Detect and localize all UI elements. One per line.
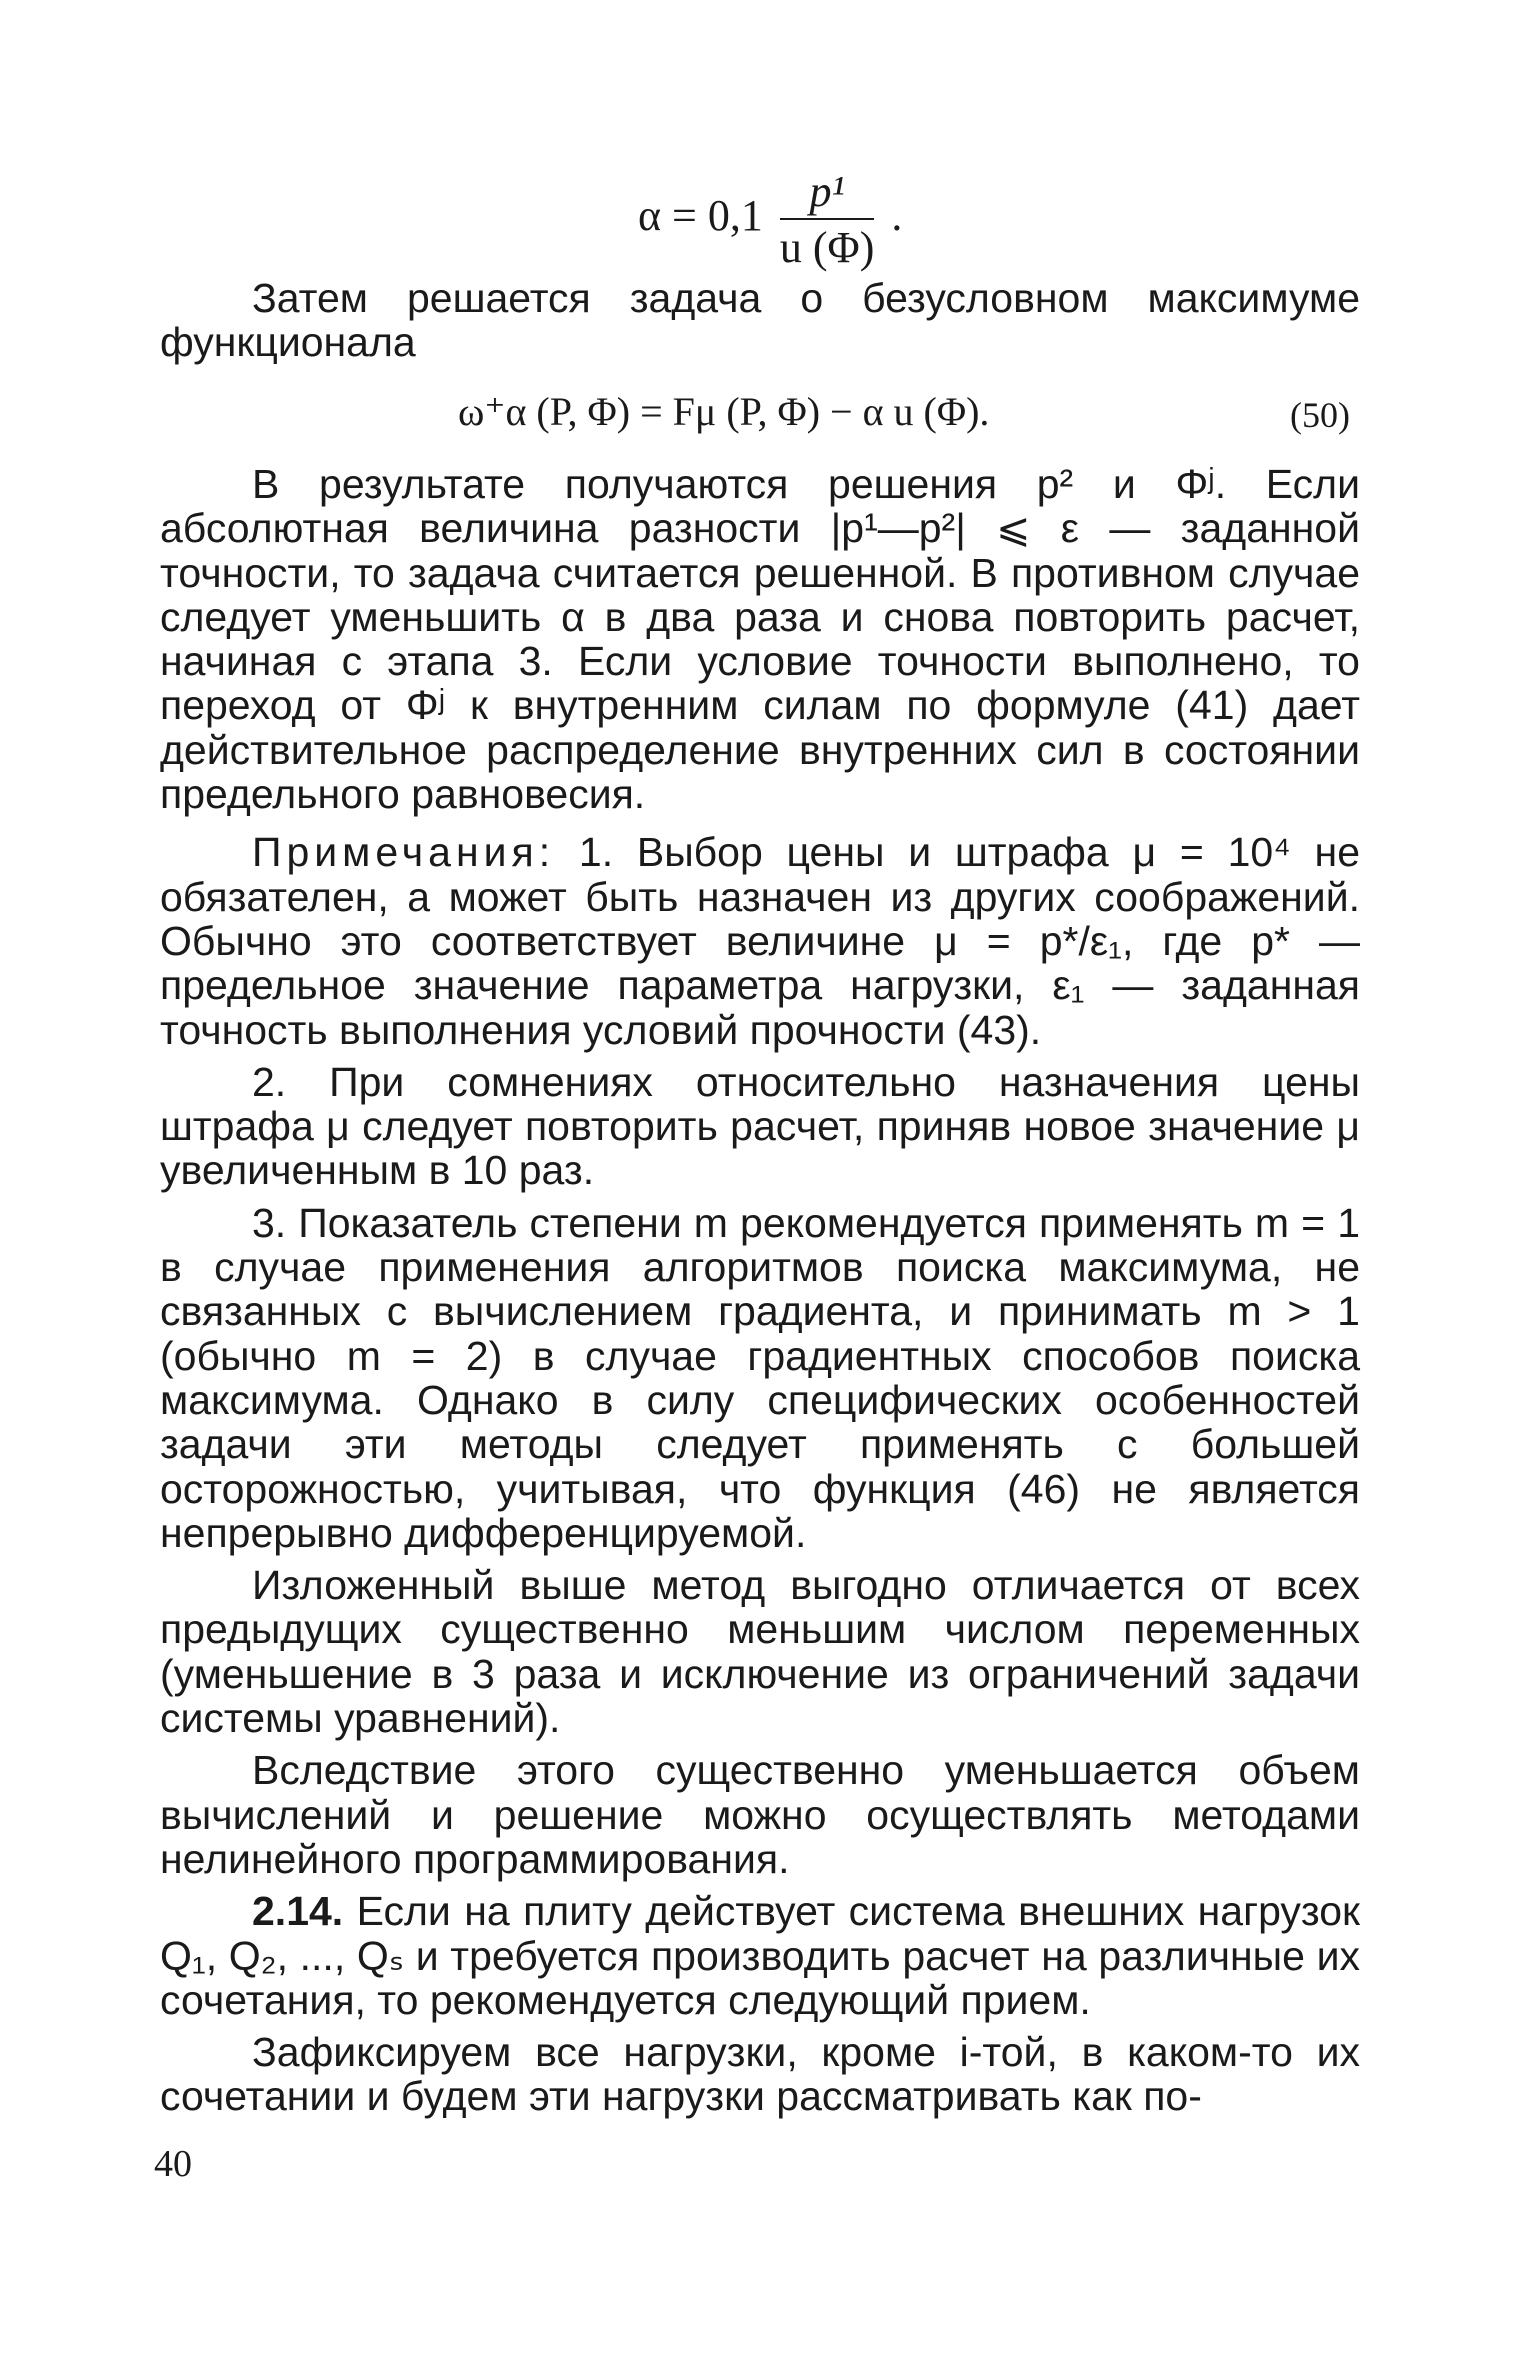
equation-number-50: (50) (1290, 395, 1350, 435)
formula-alpha-lhs: α = 0,1 (638, 191, 763, 241)
paragraph-consequence: Вследствие этого существенно уменьшается объем вычислений и решение можно осуществлять методами нелинейного программирования. (160, 1747, 1360, 1882)
paragraph-method: Изложенный выше метод выгодно отличается от всех предыдущих существенно меньшим числом переменных (уменьшение в 3 раза и исключение из ограничений задачи системы уравнений). (160, 1562, 1360, 1742)
main-text (160, 462, 1360, 2119)
note-1-text: 1. Выбор цены и штрафа μ = 10⁴ не обязателен, а может быть назначен из других соображений. Обычно это соответствует величине μ = p*/ε₁, где p* — предельное значение параметра нагрузки, ε₁ — заданная точность выполнения условий прочности (43). (160, 829, 1360, 1053)
intro-block (160, 276, 1360, 365)
formula-alpha-fraction (779, 167, 875, 272)
paragraph-section-2-14 (160, 1889, 1360, 2022)
paragraph-fix-loads: Зафиксируем все нагрузки, кроме i-той, в каком-то их сочетании и будем эти нагрузки рассматривать как по- (160, 2029, 1360, 2120)
intro-paragraph: Затем решается задача о безусловном максимуме функционала (160, 275, 1360, 366)
notes-label: Примечания: (252, 829, 556, 876)
paragraph-note-3: 3. Показатель степени m рекомендуется применять m = 1 в случае применения алгоритмов поиска максимума, не связанных с вычислением градиента, и принимать m > 1 (обычно m = 2) в случае градиентных способов поиска максимума. Однако в силу специфических особенностей задачи эти методы следует применять с большей осторожностью, учитывая, что функция (46) не является непрерывно дифференцируемой. (160, 1199, 1360, 1556)
formula-alpha-denominator: u (Φ) (779, 223, 875, 272)
page-number: 40 (154, 2143, 192, 2185)
formula-50-text: ω⁺α (P, Φ) = Fμ (P, Φ) − α u (Φ). (458, 389, 990, 434)
formula-50 (458, 389, 990, 434)
section-2-14-text: Если на плиту действует система внешних нагрузок Q₁, Q₂, ..., Qₛ и требуется производить расчет на различные их сочетания, то рекомендуется следующий прием. (160, 1888, 1360, 2023)
paragraph-note-1 (160, 830, 1360, 1051)
formula-alpha-trail: . (891, 191, 903, 241)
formula-alpha (638, 167, 903, 272)
section-number: 2.14. (252, 1888, 344, 1935)
paragraph-result: В результате получаются решения p² и Φʲ. Если абсолютная величина разности |p¹—p²| ⩽ ε — заданной точности, то задача считается решенной. В противном случае следует уменьшить α в два раза и снова повторить расчет, начиная с этапа 3. Если условие точности выполнено, то переход от Φʲ к внутренним силам по формуле (41) дает действительное распределение внутренних сил в состоянии предельного равновесия. (160, 461, 1360, 818)
formula-alpha-numerator: p¹ (780, 170, 874, 220)
paragraph-note-2: 2. При сомнениях относительно назначения цены штрафа μ следует повторить расчет, приняв новое значение μ увеличенным в 10 раз. (160, 1058, 1360, 1194)
